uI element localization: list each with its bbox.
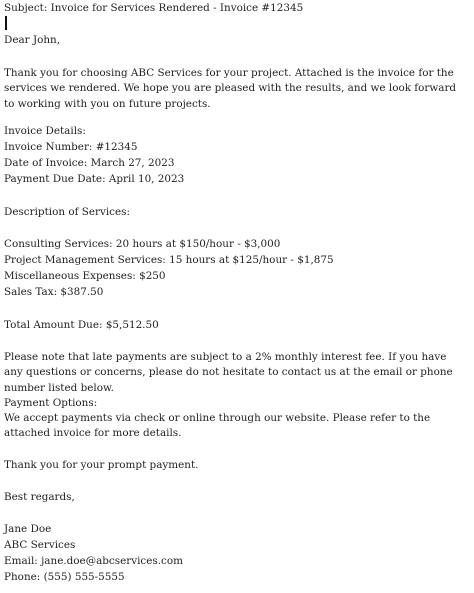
invoice-details-heading: Invoice Details: (4, 125, 86, 137)
payment-options-text: We accept payments via check or online through our website. Please refer to the attached invoice for more details. (4, 412, 431, 440)
service-item: Consulting Services: 20 hours at $150/hour - $3,000 (4, 238, 281, 250)
greeting: Dear John, (4, 34, 61, 46)
signature-company: ABC Services (4, 539, 76, 551)
signature-phone: Phone: (555) 555-5555 (4, 571, 125, 583)
text-cursor (5, 16, 7, 30)
total-amount: Total Amount Due: $5,512.50 (4, 319, 159, 331)
thanks-line: Thank you for your prompt payment. (4, 459, 199, 471)
closing: Best regards, (4, 491, 75, 503)
signature-email: Email: jane.doe@abcservices.com (4, 555, 183, 567)
service-item: Project Management Services: 15 hours at $125/hour - $1,875 (4, 254, 334, 266)
service-item: Miscellaneous Expenses: $250 (4, 270, 166, 282)
signature-name: Jane Doe (4, 523, 52, 535)
email-subject: Subject: Invoice for Services Rendered - Invoice #12345 (4, 2, 304, 14)
late-payment-note: Please note that late payments are subject to a 2% monthly interest fee. If you have any questions or concerns, please do not hesitate to contact us at the email or phone number listed below. (4, 351, 453, 394)
invoice-number: Invoice Number: #12345 (4, 141, 138, 153)
invoice-date: Date of Invoice: March 27, 2023 (4, 157, 175, 169)
services-heading: Description of Services: (4, 206, 130, 218)
service-item: Sales Tax: $387.50 (4, 286, 104, 298)
intro-paragraph: Thank you for choosing ABC Services for your project. Attached is the invoice for the services we rendered. We hope you are pleased with the results, and we look forward to working with you on future projects. (4, 67, 457, 110)
payment-options-heading: Payment Options: (4, 397, 98, 409)
payment-due-date: Payment Due Date: April 10, 2023 (4, 173, 185, 185)
